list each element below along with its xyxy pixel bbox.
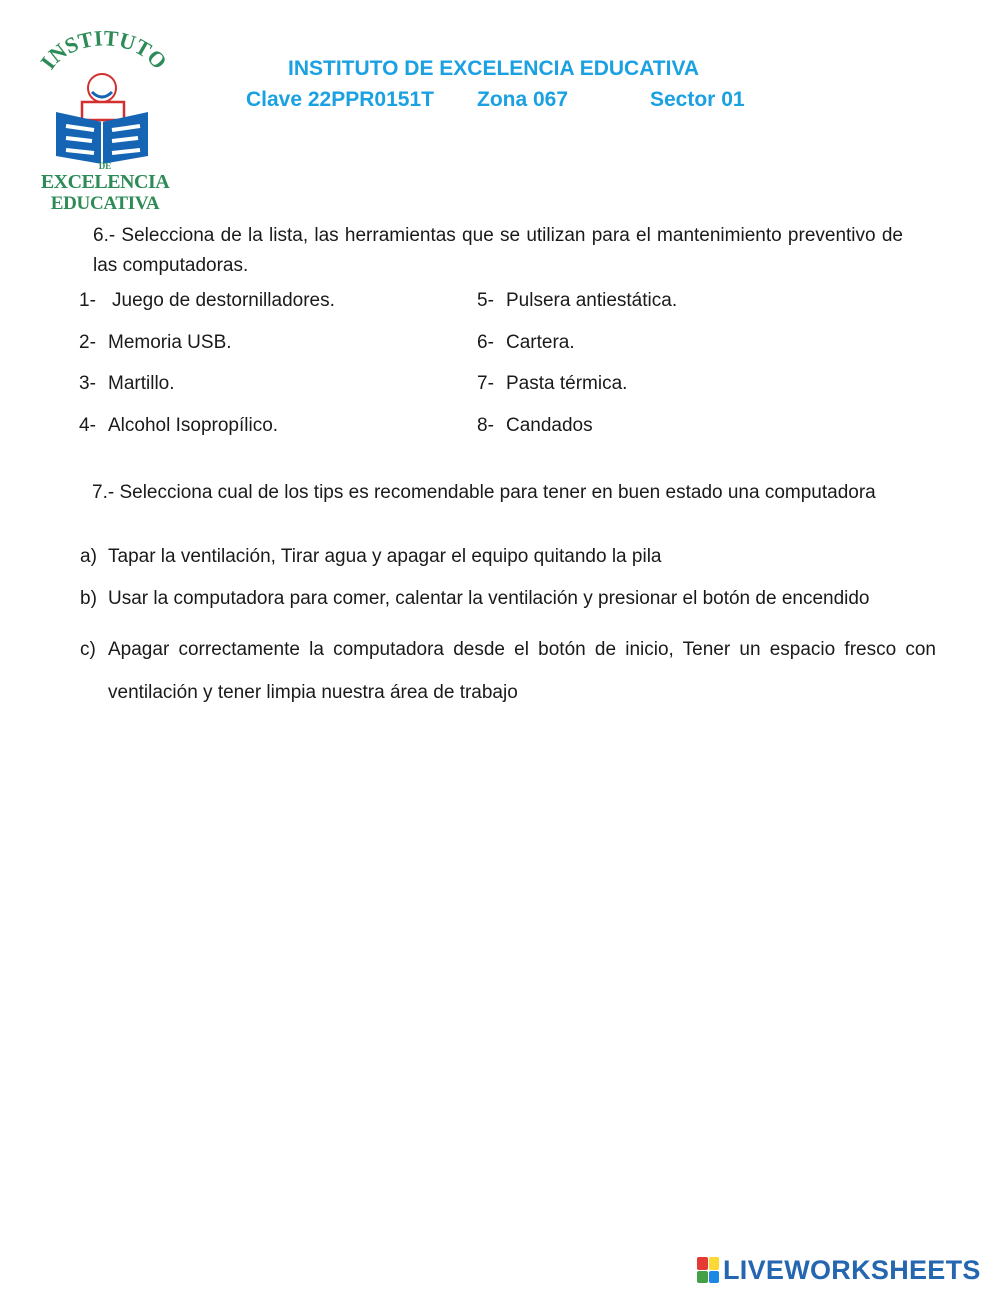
option-c[interactable]: [80, 628, 936, 714]
sector-code: Sector 01: [650, 88, 745, 111]
logo-emblem: [30, 30, 180, 165]
list-item[interactable]: [477, 290, 677, 312]
question-7-prompt: 7.- Selecciona cual de los tips es recomendable para tener en buen estado una computadora: [92, 482, 876, 503]
list-item-label: Pasta térmica.: [506, 373, 628, 394]
liveworksheets-brand: [697, 1254, 981, 1286]
list-item-number: 8-: [477, 415, 494, 436]
clave-code: Clave 22PPR0151T: [246, 88, 434, 111]
list-item-number: 2-: [79, 332, 96, 353]
list-item-label: Alcohol Isopropílico.: [108, 415, 279, 436]
list-item-label: Candados: [506, 415, 593, 436]
logo-de-text: DE: [98, 161, 112, 171]
option-label: Tapar la ventilación, Tirar agua y apagar el equipo quitando la pila: [108, 546, 662, 567]
list-item-number: 4-: [79, 415, 96, 436]
option-b[interactable]: [80, 588, 870, 610]
brand-name: LIVEWORKSHEETS: [723, 1254, 981, 1285]
option-label: Apagar correctamente la computadora desde el botón de inicio, Tener un espacio fresco con ventilación y tener limpia nuestra área de trabajo: [108, 639, 936, 703]
option-a[interactable]: [80, 546, 661, 568]
list-item[interactable]: [79, 415, 278, 437]
list-item-number: 5-: [477, 290, 494, 311]
list-item[interactable]: [79, 290, 335, 312]
list-item-number: 6-: [477, 332, 494, 353]
option-letter: b): [80, 588, 97, 609]
list-item[interactable]: [477, 373, 627, 395]
logo-line2: EDUCATIVA: [50, 193, 160, 214]
option-letter: a): [80, 546, 97, 567]
school-logo: [30, 30, 180, 220]
logo-arc-text: INSTITUTO: [35, 30, 173, 74]
list-item[interactable]: [79, 332, 232, 354]
option-label: Usar la computadora para comer, calentar la ventilación y presionar el botón de encendido: [108, 588, 870, 609]
list-item-label: Cartera.: [506, 332, 575, 353]
list-item-label: Memoria USB.: [108, 332, 232, 353]
institute-title: INSTITUTO DE EXCELENCIA EDUCATIVA: [288, 57, 700, 80]
list-item-label: Pulsera antiestática.: [506, 290, 678, 311]
logo-line1: EXCELENCIA: [40, 171, 170, 193]
option-letter: c): [80, 639, 96, 660]
list-item-number: 1-: [79, 290, 96, 311]
list-item[interactable]: [477, 415, 593, 437]
zona-code: Zona 067: [477, 88, 569, 111]
list-item-label: Juego de destornilladores.: [112, 290, 335, 311]
list-item-number: 7-: [477, 373, 494, 394]
liveworksheets-logo-icon: [697, 1257, 719, 1283]
question-6-prompt: 6.- Selecciona de la lista, las herramientas que se utilizan para el mantenimiento preventivo de las computadoras.: [93, 225, 903, 276]
list-item-label: Martillo.: [108, 373, 175, 394]
list-item[interactable]: [79, 373, 175, 395]
list-item-number: 3-: [79, 373, 96, 394]
list-item[interactable]: [477, 332, 575, 354]
